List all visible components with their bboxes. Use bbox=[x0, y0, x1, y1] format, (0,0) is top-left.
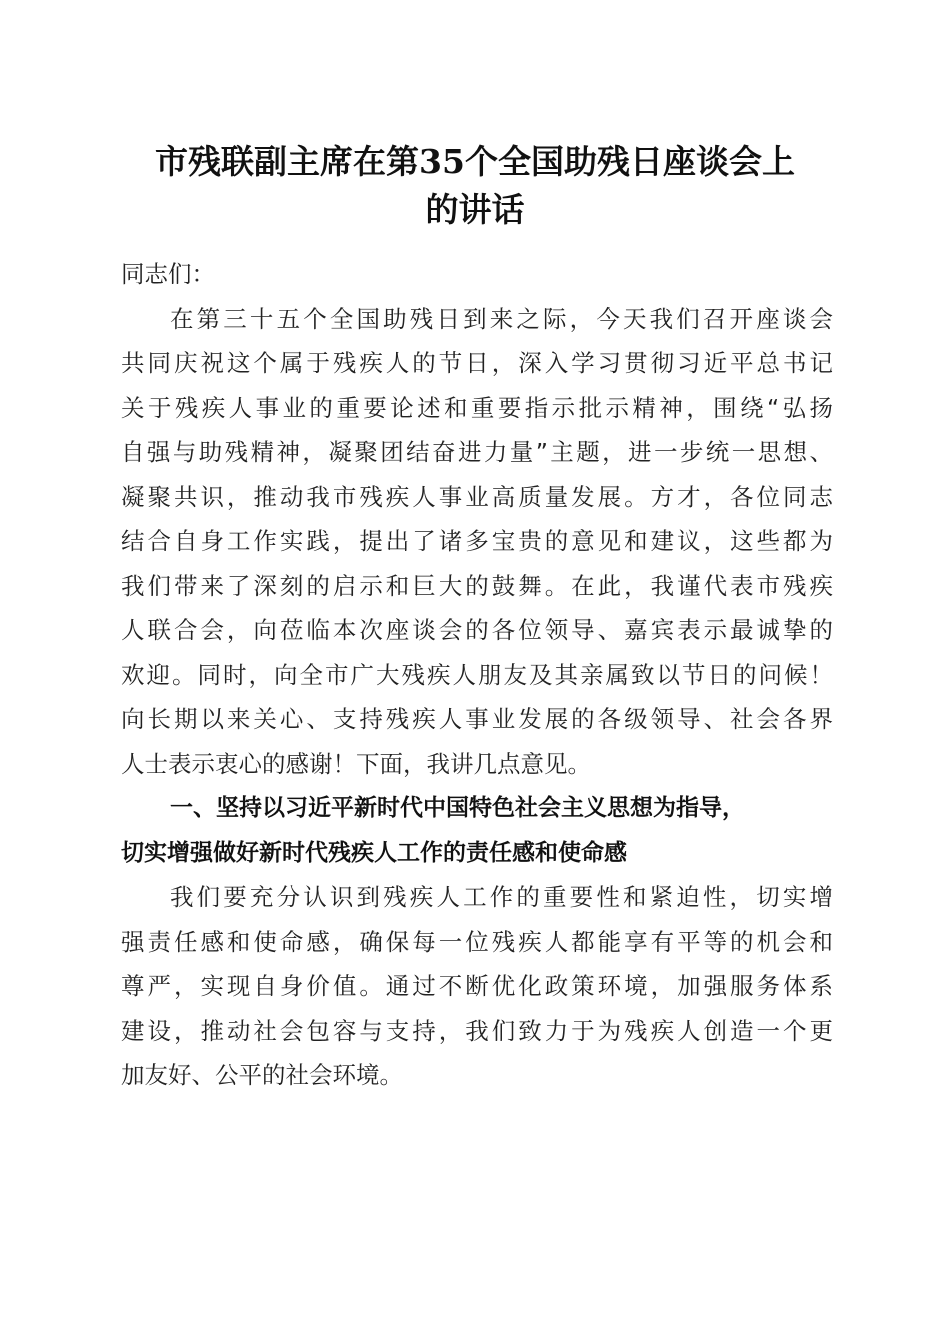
paragraph-line: 关于残疾人事业的重要论述和重要指示批示精神，围绕“弘扬 bbox=[121, 393, 833, 422]
document-body bbox=[121, 252, 833, 1098]
paragraph-1 bbox=[121, 297, 833, 787]
paragraph-line: 人联合会，向莅临本次座谈会的各位领导、嘉宾表示最诚挚的 bbox=[121, 616, 833, 644]
heading-line: 切实增强做好新时代残疾人工作的责任感和使命感 bbox=[121, 839, 627, 866]
paragraph-line: 我们要充分认识到残疾人工作的重要性和紧迫性，切实增 bbox=[170, 883, 833, 911]
paragraph-line: 在第三十五个全国助残日到来之际，今天我们召开座谈会 bbox=[170, 304, 833, 333]
paragraph-line: 建设，推动社会包容与支持，我们致力于为残疾人创造一个更 bbox=[121, 1016, 833, 1045]
paragraph-2 bbox=[121, 875, 833, 1098]
paragraph-line: 人士表示衷心的感谢！下面，我讲几点意见。 bbox=[121, 749, 591, 778]
heading-line: 一、坚持以习近平新时代中国特色社会主义思想为指导， bbox=[170, 795, 745, 821]
page-title bbox=[100, 138, 850, 234]
paragraph-line: 共同庆祝这个属于残疾人的节日，深入学习贯彻习近平总书记 bbox=[121, 349, 833, 377]
salutation: 同志们： bbox=[121, 260, 215, 288]
paragraph-line: 加友好、公平的社会环境。 bbox=[121, 1061, 403, 1089]
paragraph-line: 自强与助残精神，凝聚团结奋进力量”主题，进一步统一思想、 bbox=[121, 438, 833, 466]
paragraph-line: 向长期以来关心、支持残疾人事业发展的各级领导、社会各界 bbox=[121, 705, 833, 733]
section-heading-1 bbox=[121, 786, 833, 875]
paragraph-line: 结合自身工作实践，提出了诸多宝贵的意见和建议，这些都为 bbox=[121, 527, 833, 555]
paragraph-line: 欢迎。同时，向全市广大残疾人朋友及其亲属致以节日的问候！ bbox=[121, 660, 833, 689]
paragraph-line: 凝聚共识，推动我市残疾人事业高质量发展。方才，各位同志 bbox=[121, 482, 833, 511]
paragraph-line: 我们带来了深刻的启示和巨大的鼓舞。在此，我谨代表市残疾 bbox=[121, 571, 833, 600]
paragraph-line: 尊严，实现自身价值。通过不断优化政策环境，加强服务体系 bbox=[121, 972, 833, 1000]
paragraph-line: 强责任感和使命感，确保每一位残疾人都能享有平等的机会和 bbox=[121, 927, 833, 956]
title-line: 的讲话 bbox=[425, 190, 525, 229]
title-line: 市残联副主席在第35个全国助残日座谈会上 bbox=[155, 142, 795, 181]
